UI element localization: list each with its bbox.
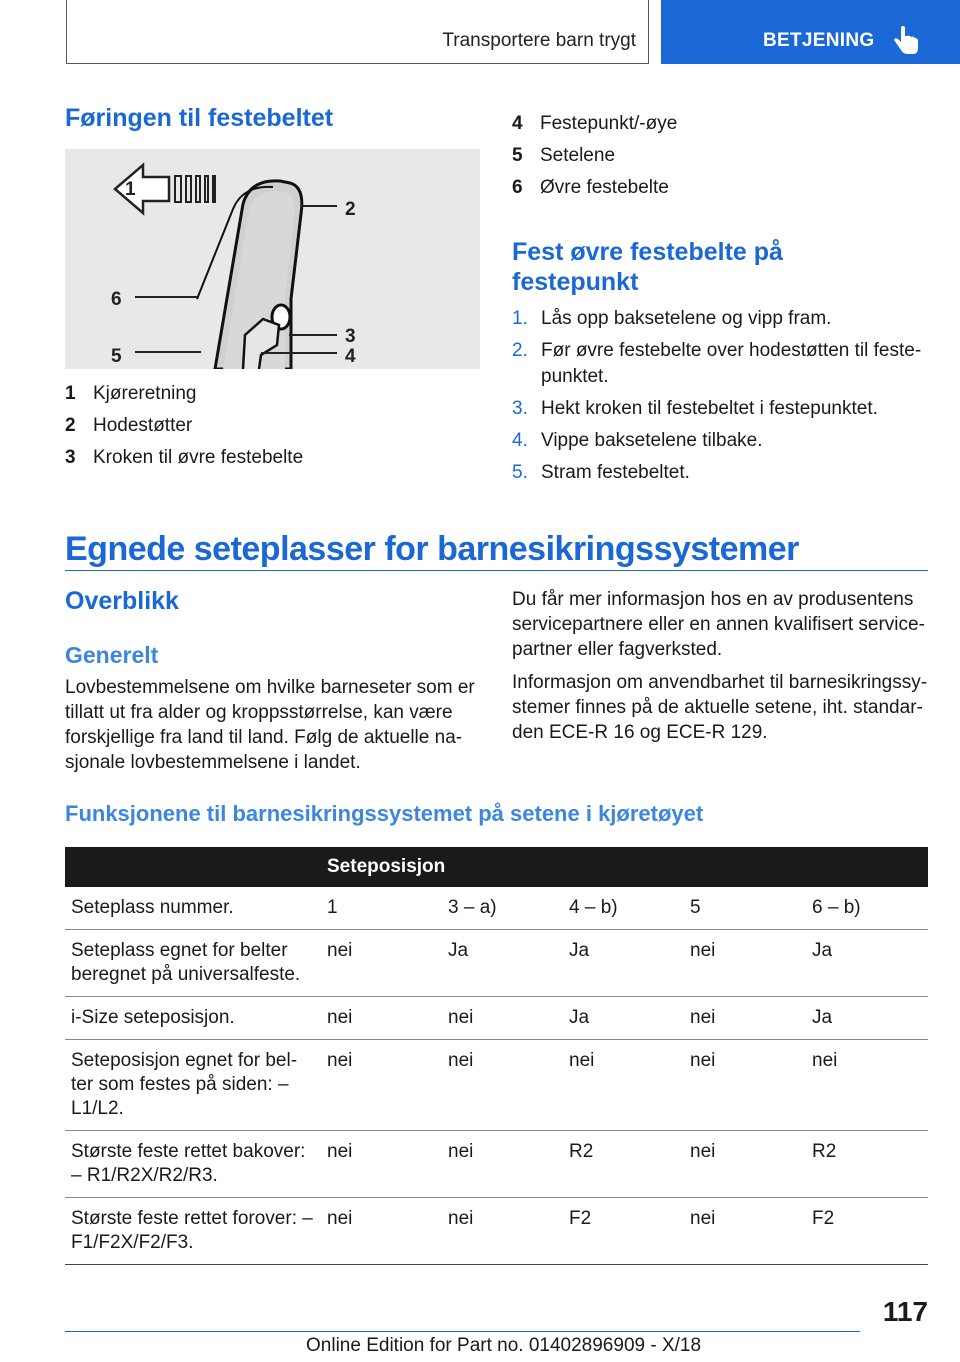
pointing-hand-icon: [893, 26, 919, 56]
callout-6: 6: [111, 289, 122, 310]
legend-num: 5: [512, 145, 523, 166]
step-item: [512, 396, 932, 422]
step-text: Lås opp baksetelene og vipp fram.: [541, 308, 832, 329]
table-cell: Ja: [563, 930, 684, 997]
fasten-heading: Fest øvre festebelte på festepunkt: [512, 238, 783, 296]
legend-text: Kroken til øvre festebelte: [93, 447, 304, 468]
row-label: Seteplass egnet for belter beregnet på universalfeste.: [65, 930, 321, 997]
table-cell: nei: [684, 930, 806, 997]
legend-num: 4: [512, 113, 523, 134]
legend-item: [65, 383, 480, 415]
figure-section-heading: Føringen til festebeltet: [65, 104, 334, 132]
main-heading-rule: [65, 570, 928, 571]
legend-num: 6: [512, 177, 523, 198]
row-label: Største feste rettet forover: – F1/F2X/F2/F3.: [65, 1198, 321, 1265]
legend-item: [512, 113, 927, 145]
fasten-steps: [512, 306, 932, 492]
step-item: [512, 428, 932, 454]
step-number: 5.: [512, 462, 528, 483]
legend-text: Festepunkt/-øye: [540, 113, 678, 134]
header-chapter-tab[interactable]: [661, 0, 960, 64]
table-cell: nei: [684, 997, 806, 1040]
step-text: Stram festebeltet.: [541, 462, 690, 483]
row-label: Seteposisjon egnet for bel-ter som festes på siden: – L1/L2.: [65, 1040, 321, 1131]
info-paragraph-2: Informasjon om anvendbarhet til barnesikringssy-stemer finnes på de aktuelle setene, iht. standar-den ECE-R 16 og ECE-R 129.: [512, 672, 928, 743]
table-cell: nei: [321, 1198, 442, 1265]
table-cell: nei: [442, 1198, 563, 1265]
anchor-illustration: [65, 149, 480, 369]
table-cell: Ja: [442, 930, 563, 997]
legend-text: Setelene: [540, 145, 616, 166]
table-cell: nei: [321, 997, 442, 1040]
step-item: [512, 306, 932, 332]
table-cell: 6 – b): [806, 887, 928, 930]
table-cell: 3 – a): [442, 887, 563, 930]
callout-5: 5: [111, 346, 122, 367]
callout-4: 4: [345, 346, 356, 367]
table-cell: nei: [563, 1040, 684, 1131]
table-cell: R2: [563, 1131, 684, 1198]
callout-3: 3: [345, 326, 356, 347]
table-cell: Ja: [806, 997, 928, 1040]
table-cell: nei: [442, 997, 563, 1040]
table-cell: nei: [442, 1131, 563, 1198]
table-cell: 1: [321, 887, 442, 930]
table-cell: Ja: [563, 997, 684, 1040]
anchor-illustration-drawing: [65, 149, 480, 369]
legend-right: [512, 113, 927, 209]
seat-functions-table: [65, 847, 928, 1265]
step-item: [512, 338, 932, 390]
step-number: 1.: [512, 308, 528, 329]
legend-text: Hodestøtter: [93, 415, 193, 436]
header-section-title: Transportere barn trygt: [442, 30, 636, 51]
legend-item: [65, 447, 480, 479]
legend-text: Øvre festebelte: [540, 177, 669, 198]
table-row: [65, 930, 928, 997]
table-cell: F2: [806, 1198, 928, 1265]
table-cell: Ja: [806, 930, 928, 997]
table-cell: 5: [684, 887, 806, 930]
step-text: Hekt kroken til festebeltet i festepunktet.: [541, 398, 878, 419]
step-text: Før øvre festebelte over hodestøtten til feste-punktet.: [541, 340, 922, 387]
table-cell: nei: [806, 1040, 928, 1131]
table-cell: nei: [321, 930, 442, 997]
legend-item: [512, 145, 927, 177]
table-cell: R2: [806, 1131, 928, 1198]
row-label: Seteplass nummer.: [65, 887, 321, 930]
step-text: Vippe baksetelene tilbake.: [541, 430, 763, 451]
legend-num: 1: [65, 383, 76, 404]
page-number: 117: [882, 1296, 928, 1327]
row-label: i-Size seteposisjon.: [65, 997, 321, 1040]
table-row: [65, 1040, 928, 1131]
table-cell: F2: [563, 1198, 684, 1265]
table-header: Seteposisjon: [321, 847, 928, 887]
step-item: [512, 460, 932, 486]
legend-text: Kjøreretning: [93, 383, 197, 404]
legend-item: [65, 415, 480, 447]
header-chapter-title: BETJENING: [763, 30, 875, 51]
step-number: 3.: [512, 398, 528, 419]
table-row: [65, 997, 928, 1040]
row-label: Største feste rettet bakover: – R1/R2X/R2/R3.: [65, 1131, 321, 1198]
callout-1: 1: [125, 179, 136, 200]
table-row: [65, 1198, 928, 1265]
general-heading: Generelt: [65, 642, 159, 668]
table-cell: nei: [684, 1131, 806, 1198]
header-section-box: [66, 0, 649, 64]
table-row: [65, 1131, 928, 1198]
legend-num: 3: [65, 447, 76, 468]
footer-rule: [65, 1331, 860, 1332]
step-number: 2.: [512, 340, 528, 361]
table-cell: nei: [684, 1198, 806, 1265]
general-paragraph: Lovbestemmelsene om hvilke barneseter som er tillatt ut fra alder og kroppsstørrelse, kan være forskjellige fra land til land. Følg de aktuelle na-sjonale lovbestemmelsene i landet.: [65, 677, 475, 773]
callout-2: 2: [345, 199, 356, 220]
table-cell: nei: [321, 1131, 442, 1198]
table-header-row: [65, 847, 928, 887]
info-paragraph-1: Du får mer informasjon hos en av produsentens servicepartnere eller en annen kvalifisert service-partner eller fagverksted.: [512, 589, 925, 660]
footer-edition: Online Edition for Part no. 01402896909 - X/18: [306, 1335, 702, 1356]
legend-num: 2: [65, 415, 76, 436]
table-cell: nei: [442, 1040, 563, 1131]
overview-heading: Overblikk: [65, 587, 179, 615]
table-cell: nei: [321, 1040, 442, 1131]
legend-item: [512, 177, 927, 209]
table-row: [65, 887, 928, 930]
main-heading: Egnede seteplasser for barnesikringssystemer: [65, 530, 799, 568]
legend-left: [65, 383, 480, 479]
table-cell: nei: [684, 1040, 806, 1131]
functions-heading: Funksjonene til barnesikringssystemet på setene i kjøretøyet: [65, 801, 704, 826]
step-number: 4.: [512, 430, 528, 451]
table-cell: 4 – b): [563, 887, 684, 930]
